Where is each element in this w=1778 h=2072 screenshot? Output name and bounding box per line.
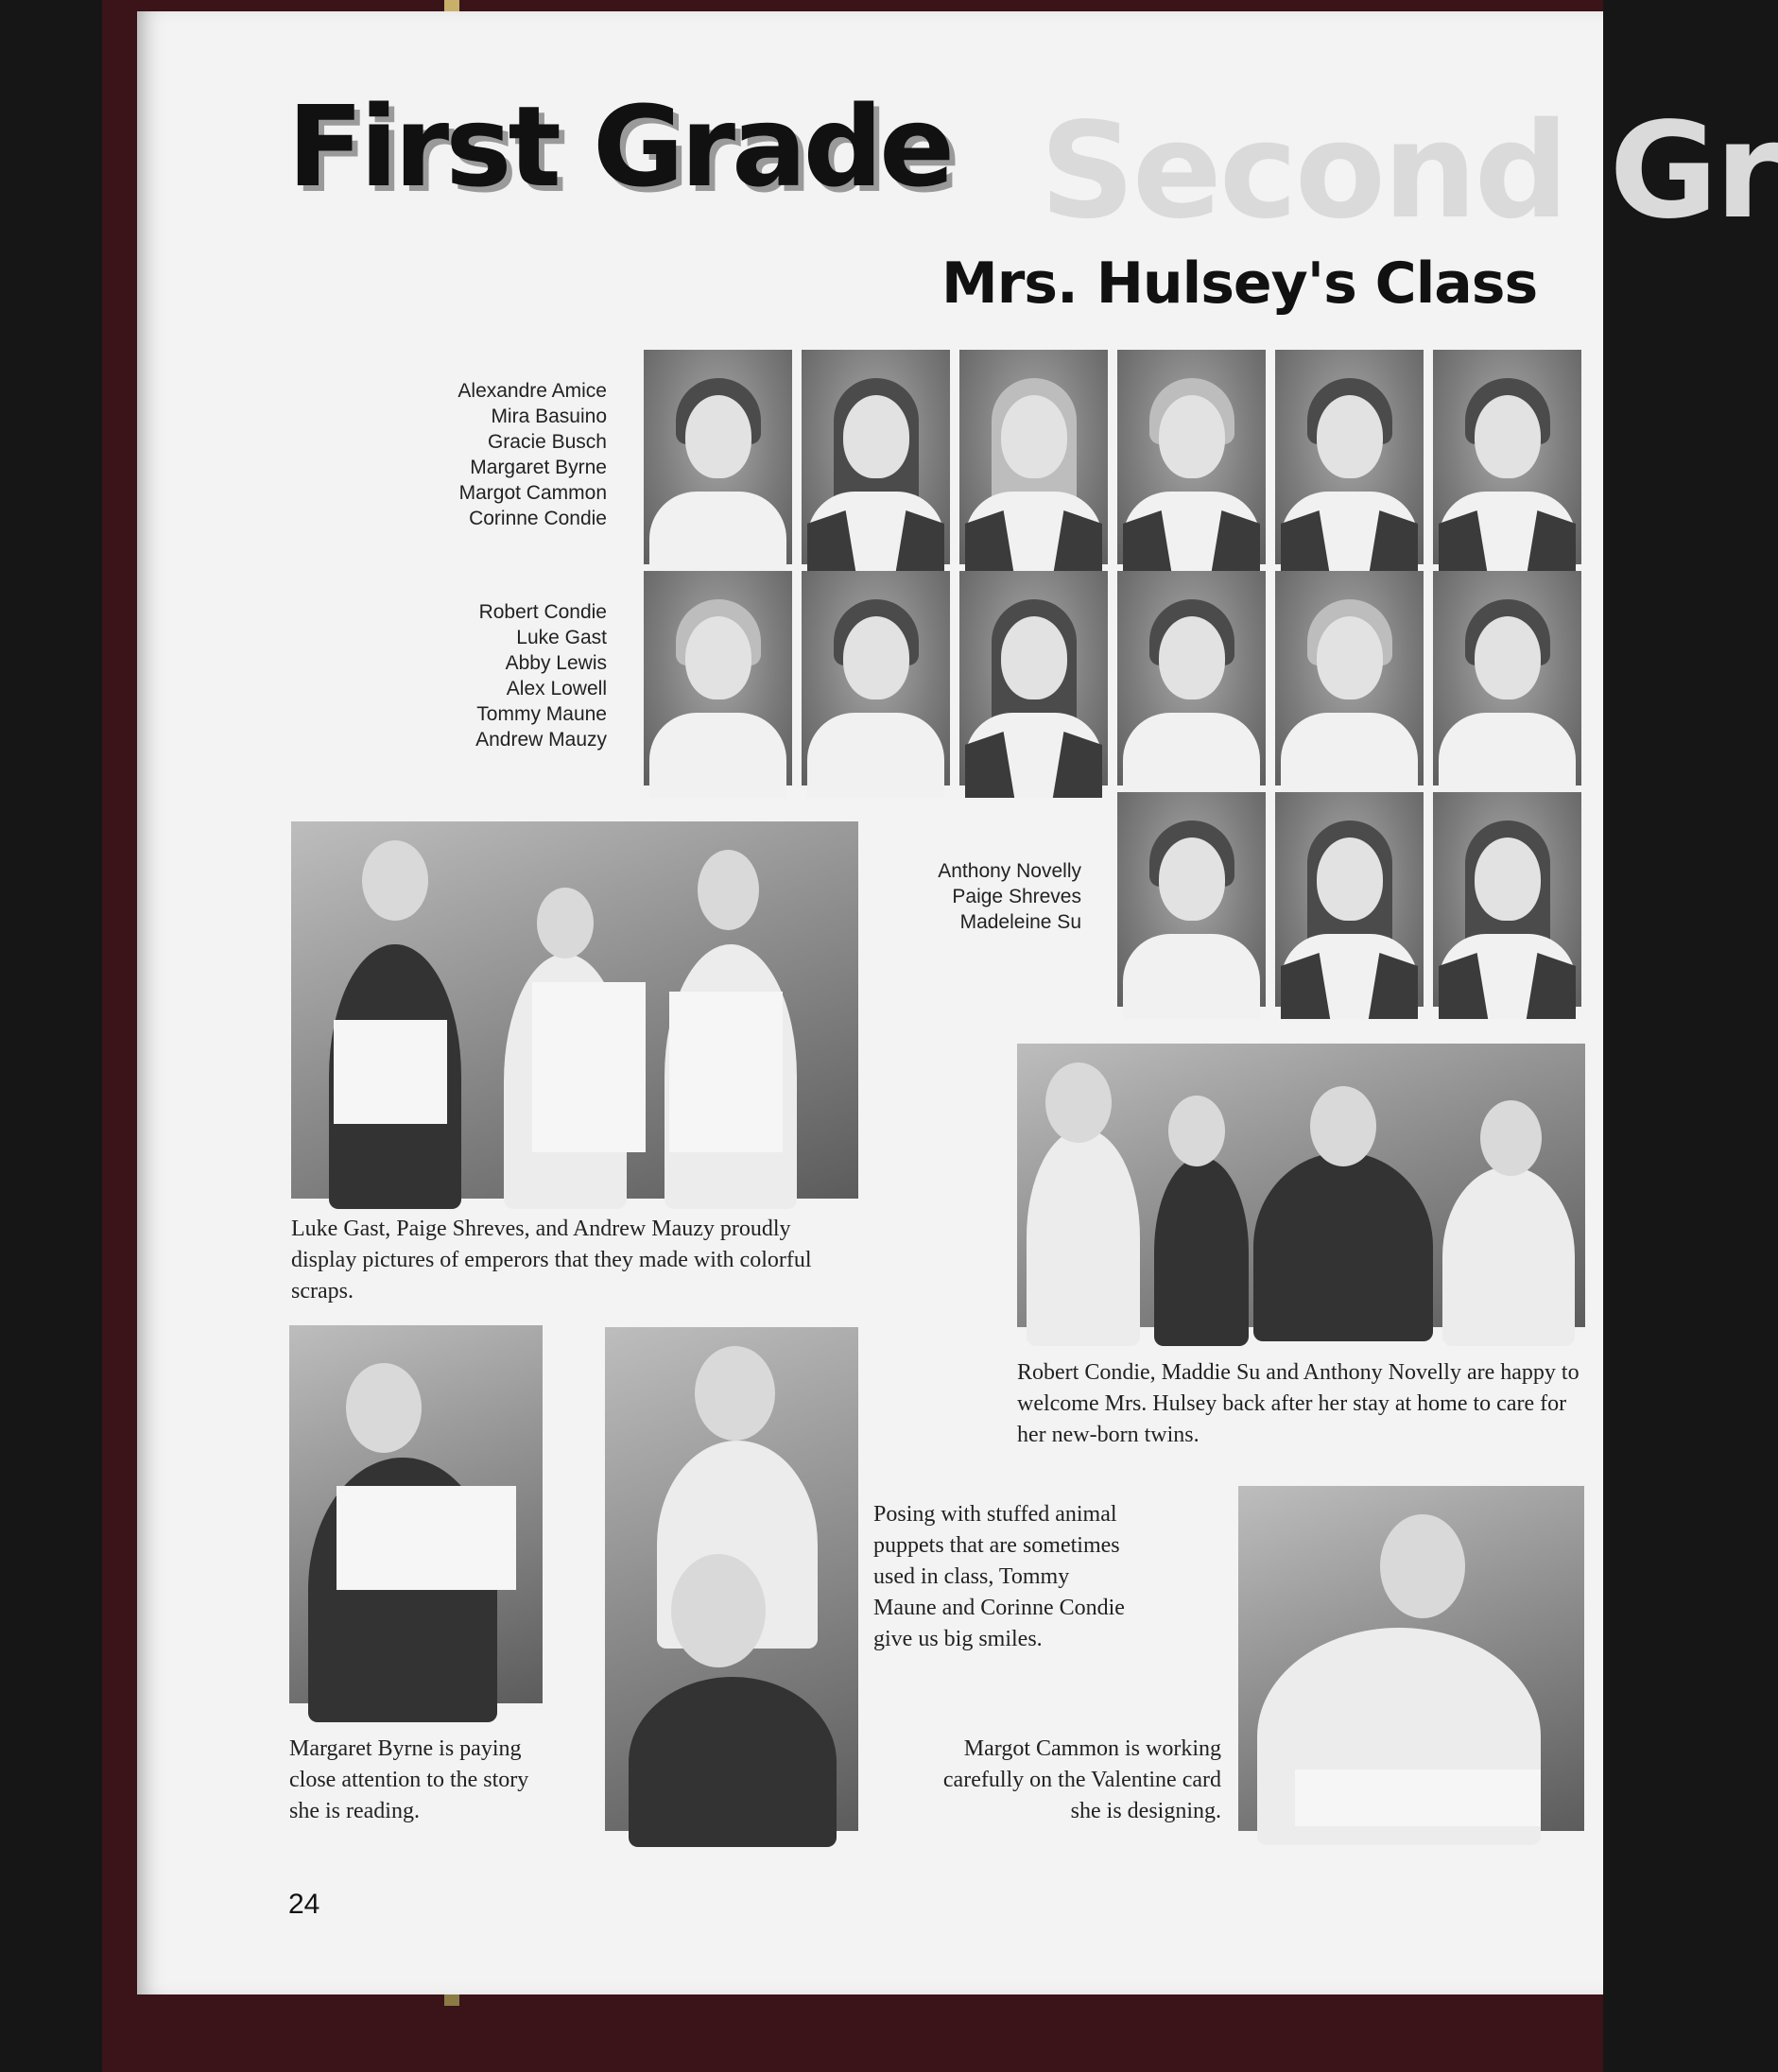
student-portrait	[1433, 571, 1581, 786]
student-portrait	[802, 571, 950, 786]
student-name: Mira Basuino	[491, 406, 607, 427]
student-portrait	[802, 350, 950, 564]
student-name: Anthony Novelly	[938, 860, 1081, 882]
photo-welcome-teacher	[1017, 1044, 1585, 1327]
photo-reading	[289, 1325, 543, 1703]
photo-emperor-pictures	[291, 821, 858, 1199]
student-portrait	[1433, 792, 1581, 1007]
student-name: Robert Condie	[478, 601, 607, 623]
caption-emperor-pictures: Luke Gast, Paige Shreves, and Andrew Mauzy proudly display pictures of emperors that they made with colorful scraps.	[291, 1217, 812, 1304]
student-name: Margot Cammon	[458, 482, 607, 504]
student-name: Abby Lewis	[505, 652, 607, 674]
page-title: First Grade	[287, 81, 952, 212]
binding-tab	[444, 1994, 459, 2006]
binding-tab	[444, 0, 459, 11]
student-name: Alexandre Amice	[457, 380, 607, 402]
roster-names-row1	[397, 378, 607, 531]
student-name: Luke Gast	[516, 627, 607, 648]
photo-puppets	[605, 1327, 858, 1831]
student-portrait	[1117, 350, 1266, 564]
caption-valentine-card: Margot Cammon is working carefully on the Valentine card she is designing.	[942, 1736, 1221, 1823]
student-portrait	[1117, 571, 1266, 786]
student-portrait	[959, 350, 1108, 564]
class-subtitle: Mrs. Hulsey's Class	[941, 250, 1538, 317]
caption-welcome-teacher: Robert Condie, Maddie Su and Anthony Novelly are happy to welcome Mrs. Hulsey back after her stay at home to care for her new-born twins.	[1017, 1360, 1579, 1447]
student-portrait	[1117, 792, 1266, 1007]
page-number: 24	[288, 1889, 320, 1920]
student-portrait	[1433, 350, 1581, 564]
student-name: Alex Lowell	[506, 678, 607, 699]
bleed-through-title: Second Gr	[1040, 95, 1778, 249]
caption-puppets: Posing with stuffed animal puppets that are sometimes used in class, Tommy Maune and Corinne Condie give us big smiles.	[873, 1502, 1125, 1651]
student-name: Madeleine Su	[959, 911, 1081, 933]
caption-reading: Margaret Byrne is paying close attention to the story she is reading.	[289, 1736, 529, 1823]
student-name: Margaret Byrne	[470, 457, 607, 478]
photo-valentine-card	[1238, 1486, 1584, 1831]
student-name: Paige Shreves	[952, 886, 1081, 907]
student-portrait	[644, 571, 792, 786]
roster-names-row2	[397, 599, 607, 752]
student-portrait	[1275, 571, 1424, 786]
student-name: Corinne Condie	[469, 508, 607, 529]
student-portrait	[959, 571, 1108, 786]
student-portrait	[1275, 350, 1424, 564]
student-name: Andrew Mauzy	[475, 729, 607, 751]
student-portrait	[1275, 792, 1424, 1007]
student-name: Gracie Busch	[487, 431, 607, 453]
student-portrait	[644, 350, 792, 564]
roster-names-row3	[870, 858, 1081, 935]
student-name: Tommy Maune	[476, 703, 607, 725]
